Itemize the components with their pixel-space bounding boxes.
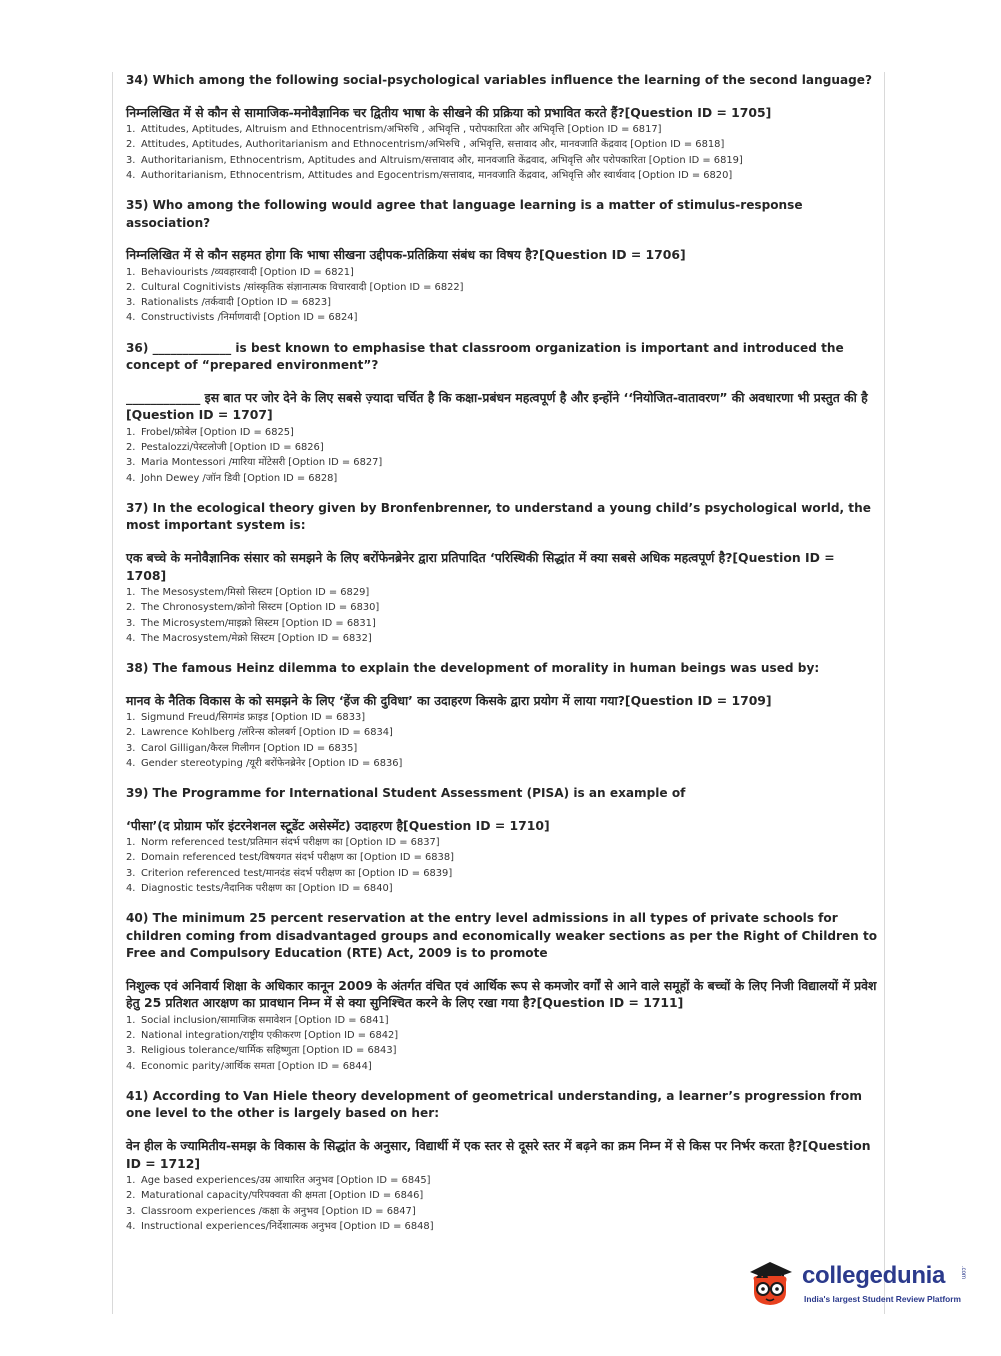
question-text-english: 34) Which among the following social-psychological variables influence the learning of the second language? — [126, 73, 872, 87]
option-number: 1. — [126, 712, 136, 724]
option-item — [126, 1173, 878, 1188]
option-item — [126, 1188, 878, 1203]
option-text: Frobel/फ्रोबेल [Option ID = 6825] — [141, 426, 294, 438]
option-text: Age based experiences/उम्र आधारित अनुभव [Option ID = 6845] — [141, 1175, 431, 1187]
option-item — [126, 710, 878, 725]
option-text: Religious tolerance/धार्मिक सहिष्णुता [Option ID = 6843] — [141, 1045, 397, 1057]
question-text-english: 35) Who among the following would agree that language learning is a matter of stimulus-response association? — [126, 198, 803, 230]
option-text: Authoritarianism, Ethnocentrism, Aptitudes and Altruism/सत्तावाद और, मानवजाति केंद्रवाद, अभिवृत्ति और परोपकारिता [Option ID = 6819] — [141, 154, 743, 166]
option-item — [126, 471, 878, 486]
question-text-hindi: एक बच्चे के मनोवैज्ञानिक संसार को समझने के लिए बरोंफेनब्रेनेर द्वारा प्रतिपादित ‘परिस्थिकी सिद्धांत में क्या सबसे अधिक महत्वपूर्ण है?[Question ID = 1708] — [126, 549, 835, 583]
option-text: The Microsystem/माइक्रो सिस्टम [Option ID = 6831] — [141, 617, 376, 629]
options-list — [126, 710, 878, 771]
question-block — [126, 197, 878, 326]
option-number: 2. — [126, 852, 136, 864]
question-text-english: 39) The Programme for International Student Assessment (PISA) is an example of — [126, 785, 686, 800]
question-block — [126, 910, 878, 1074]
option-text: Criterion referenced test/मानदंड संदर्भ परीक्षण का [Option ID = 6839] — [141, 867, 453, 879]
option-item — [126, 425, 878, 440]
option-text: The Chronosystem/क्रोनो सिस्टम [Option ID = 6830] — [141, 602, 380, 614]
option-number: 1. — [126, 837, 136, 849]
option-item — [126, 835, 878, 850]
question-text-english: 38) The famous Heinz dilemma to explain the development of morality in human beings was used by: — [126, 660, 820, 675]
option-number: 1. — [126, 1175, 136, 1187]
option-item — [126, 881, 878, 896]
option-item — [126, 616, 878, 631]
option-text: Gender stereotyping /यूरी बरोंफेनब्रेनेर [Option ID = 6836] — [141, 757, 403, 769]
option-item — [126, 1028, 878, 1043]
logo-wordmark: collegedunia — [802, 1262, 946, 1289]
option-item — [126, 153, 878, 168]
question-block — [126, 785, 878, 896]
option-number: 2. — [126, 139, 136, 151]
option-item — [126, 725, 878, 740]
option-text: John Dewey /जॉन डिवी [Option ID = 6828] — [141, 472, 338, 484]
option-text: Sigmund Freud/सिगमंड फ्राइड [Option ID = 6833] — [141, 712, 366, 724]
option-item — [126, 1204, 878, 1219]
question-block — [126, 660, 878, 771]
question-text-hindi: ____________ इस बात पर जोर देने के लिए सबसे ज़्यादा चर्चित है कि कक्षा-प्रबंधन महत्वपूर्ण है और इन्होंने ‘‘नियोजित-वातावरण” की अवधारणा भी प्रस्तुत की है [Question ID = 1707] — [126, 389, 868, 423]
option-item — [126, 1059, 878, 1074]
option-text: Maria Montessori /मारिया मोंटेसरी [Option ID = 6827] — [141, 457, 383, 469]
option-text: Pestalozzi/पेस्टलोजी [Option ID = 6826] — [141, 442, 324, 454]
option-text: Rationalists /तर्कवादी [Option ID = 6823] — [141, 297, 331, 309]
option-item — [126, 866, 878, 881]
question-text-hindi: निम्नलिखित में से कौन से सामाजिक-मनोवैज्ञानिक चर द्वितीय भाषा के सीखने की प्रक्रिया को प्रभावित करते हैं?[Question ID = 1705] — [126, 104, 772, 120]
option-number: 3. — [126, 867, 136, 879]
option-item — [126, 741, 878, 756]
option-item — [126, 280, 878, 295]
options-list — [126, 265, 878, 326]
option-text: Norm referenced test/प्रतिमान संदर्भ परीक्षण का [Option ID = 6837] — [141, 837, 440, 849]
options-list — [126, 122, 878, 183]
option-number: 4. — [126, 757, 136, 769]
option-number: 2. — [126, 442, 136, 454]
question-block — [126, 72, 878, 183]
option-number: 4. — [126, 312, 136, 324]
question-text-english: 37) In the ecological theory given by Bronfenbrenner, to understand a young child’s psychological world, the most important system is: — [126, 500, 871, 533]
question-text-hindi: मानव के नैतिक विकास के को समझने के लिए ‘हेंज की दुविधा’ का उदाहरण किसके द्वारा प्रयोग में लाया गया?[Question ID = 1709] — [126, 692, 772, 708]
question-list — [126, 72, 878, 1248]
logo-tagline: India's largest Student Review Platform — [804, 1294, 961, 1304]
option-text: Authoritarianism, Ethnocentrism, Attitudes and Egocentrism/सत्तावाद, मानवजाति केंद्रवाद, अभिवृत्ति और स्वार्थवाद [Option ID = 6820] — [141, 169, 733, 181]
option-text: Domain referenced test/विषयगत संदर्भ परीक्षण का [Option ID = 6838] — [141, 852, 454, 864]
option-number: 3. — [126, 742, 136, 754]
option-number: 4. — [126, 632, 136, 644]
option-number: 2. — [126, 1030, 136, 1042]
option-text: The Mesosystem/मिसो सिस्टम [Option ID = 6829] — [141, 587, 370, 599]
option-number: 4. — [126, 472, 136, 484]
option-text: Maturational capacity/परिपक्वता की क्षमता [Option ID = 6846] — [141, 1190, 424, 1202]
option-number: 2. — [126, 727, 136, 739]
graduate-mascot-icon — [742, 1258, 798, 1308]
option-item — [126, 122, 878, 137]
option-item — [126, 455, 878, 470]
question-text-english: 41) According to Van Hiele theory development of geometrical understanding, a learner’s progression from one level to the other is largely based on her: — [126, 1088, 862, 1121]
option-number: 1. — [126, 426, 136, 438]
options-list — [126, 585, 878, 646]
option-text: Attitudes, Aptitudes, Altruism and Ethnocentrism/अभिरुचि , अभिवृत्ति , परोपकारिता और अभिवृत्ति [Option ID = 6817] — [141, 124, 662, 136]
option-number: 3. — [126, 457, 136, 469]
question-block — [126, 500, 878, 646]
option-number: 2. — [126, 602, 136, 614]
question-block — [126, 340, 878, 486]
left-margin-rule — [112, 72, 113, 1314]
question-text-hindi: ‘पीसा’(द प्रोग्राम फॉर इंटरनेशनल स्टूडेंट असेस्मेंट) उदाहरण है[Question ID = 1710] — [126, 817, 550, 833]
option-number: 4. — [126, 1060, 136, 1072]
option-number: 1. — [126, 1014, 136, 1026]
question-text-english: 36) _____________ is best known to emphasise that classroom organization is important and introduced the concept of “prepared environment”? — [126, 340, 844, 373]
option-text: Instructional experiences/निर्देशात्मक अनुभव [Option ID = 6848] — [141, 1220, 434, 1232]
option-text: Diagnostic tests/नैदानिक परीक्षण का [Option ID = 6840] — [141, 882, 393, 894]
option-text: National integration/राष्ट्रीय एकीकरण [Option ID = 6842] — [141, 1030, 399, 1042]
option-item — [126, 600, 878, 615]
option-item — [126, 310, 878, 325]
option-text: Behaviourists /व्यवहारवादी [Option ID = 6821] — [141, 266, 354, 278]
option-number: 3. — [126, 297, 136, 309]
option-number: 2. — [126, 281, 136, 293]
question-text-english: 40) The minimum 25 percent reservation at the entry level admissions in all types of private schools for children coming from disadvantaged groups and economically weaker sections as per the Right of Children to Free and Compulsory Education (RTE) Act, 2009 is to promote — [126, 910, 878, 961]
option-number: 3. — [126, 154, 136, 166]
option-item — [126, 756, 878, 771]
right-margin-rule — [884, 72, 885, 1314]
option-item — [126, 168, 878, 183]
collegedunia-logo — [740, 1254, 972, 1314]
option-item — [126, 1013, 878, 1028]
option-text: Cultural Cognitivists /सांस्कृतिक संज्ञानात्मक विचारवादी [Option ID = 6822] — [141, 281, 464, 293]
options-list — [126, 1013, 878, 1074]
option-text: Social inclusion/सामाजिक समावेशन [Option ID = 6841] — [141, 1014, 389, 1026]
option-text: Attitudes, Aptitudes, Authoritarianism and Ethnocentrism/अभिरुचि , अभिवृत्ति, सत्तावाद और, मानवजाति केंद्रवाद [Option ID = 6818] — [141, 139, 725, 151]
option-number: 1. — [126, 124, 136, 136]
logo-domain-suffix: .com — [960, 1266, 966, 1280]
question-text-hindi: निम्नलिखित में से कौन सहमत होगा कि भाषा सीखना उद्दीपक-प्रतिक्रिया संबंध का विषय है?[Question ID = 1706] — [126, 247, 686, 263]
option-number: 3. — [126, 1205, 136, 1217]
option-item — [126, 295, 878, 310]
option-number: 1. — [126, 587, 136, 599]
option-number: 4. — [126, 882, 136, 894]
options-list — [126, 425, 878, 486]
option-text: The Macrosystem/मेक्रो सिस्टम [Option ID = 6832] — [141, 632, 372, 644]
option-number: 2. — [126, 1190, 136, 1202]
option-number: 4. — [126, 1220, 136, 1232]
option-item — [126, 1043, 878, 1058]
option-item — [126, 850, 878, 865]
question-block — [126, 1088, 878, 1234]
option-text: Constructivists /निर्माणवादी [Option ID = 6824] — [141, 312, 358, 324]
option-number: 1. — [126, 266, 136, 278]
option-item — [126, 1219, 878, 1234]
question-text-hindi: वेन हील के ज्यामितीय-समझ के विकास के सिद्धांत के अनुसार, विद्यार्थी में एक स्तर से दूसरे स्तर में बढ़ने का क्रम निम्न में से किस पर निर्भर करता है?[Question ID = 1712] — [126, 1137, 871, 1171]
option-item — [126, 585, 878, 600]
option-number: 3. — [126, 1045, 136, 1057]
option-text: Economic parity/आर्थिक समता [Option ID = 6844] — [141, 1060, 372, 1072]
option-item — [126, 440, 878, 455]
option-item — [126, 137, 878, 152]
option-item — [126, 631, 878, 646]
option-item — [126, 265, 878, 280]
question-text-hindi: निशुल्क एवं अनिवार्य शिक्षा के अधिकार कानून 2009 के अंतर्गत वंचित एवं आर्थिक रूप से कमजोर वर्गों से आने वाले समूहों के बच्चों के लिए निजी विद्यालयों में प्रवेश हेतु 25 प्रतिशत आरक्षण का प्रावधान निम्न में से क्या सुनिश्चित करने के लिए रखा गया है?[Question ID = 1711] — [126, 977, 877, 1011]
option-text: Classroom experiences /कक्षा के अनुभव [Option ID = 6847] — [141, 1205, 416, 1217]
option-text: Lawrence Kohlberg /लॉरेन्स कोलबर्ग [Option ID = 6834] — [141, 727, 393, 739]
option-number: 4. — [126, 169, 136, 181]
options-list — [126, 835, 878, 896]
options-list — [126, 1173, 878, 1234]
option-number: 3. — [126, 617, 136, 629]
option-text: Carol Gilligan/कैरल गिलीगन [Option ID = 6835] — [141, 742, 358, 754]
